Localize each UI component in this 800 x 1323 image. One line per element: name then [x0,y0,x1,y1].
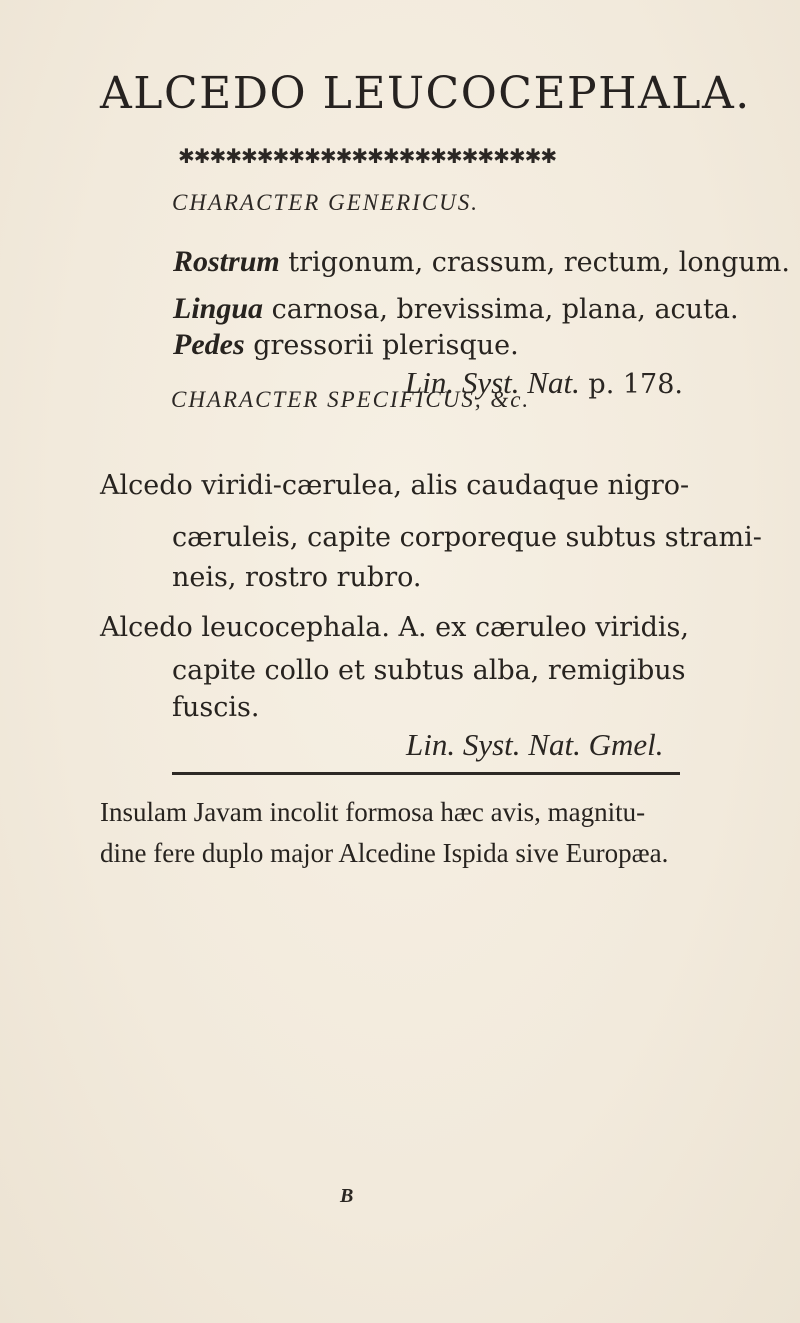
description-2-line-2: capite collo et subtus alba, remigibus [172,655,686,686]
description-2-line-3: fuscis. [172,692,260,723]
rostrum-text: trigonum, crassum, rectum, longum. [279,247,790,278]
signature-mark: B [340,1185,354,1207]
description-1-line-1: Alcedo viridi-cærulea, alis caudaque nigro- [100,470,690,501]
pedes-line [173,328,519,362]
intro-line-1: Insulam Javam incolit formosa hæc avis, magnitu- [100,797,646,827]
lingua-term: Lingua [173,292,264,325]
lingua-line [173,292,739,326]
lingua-text: carnosa, brevissima, plana, acuta. [263,294,739,325]
description-2-line-1: Alcedo leucocephala. A. ex cæruleo viridis, [100,612,689,643]
section-divider [172,772,680,775]
rostrum-line [173,245,790,279]
intro-line-2: dine fere duplo major Alcedine Ispida sive Europæa. [100,838,669,868]
description-1-line-3: neis, rostro rubro. [172,562,422,593]
specific-character-heading: CHARACTER SPECIFICUS, &c. [171,387,531,412]
pedes-text: gressorii plerisque. [244,330,519,361]
generic-character-heading: CHARACTER GENERICUS. [172,190,480,215]
ornament-divider: ✱✱✱✱✱✱✱✱✱✱✱✱✱✱✱✱✱✱✱✱✱✱✱✱ [178,144,557,168]
description-1-line-2: cæruleis, capite corporeque subtus strami- [172,522,762,553]
specific-reference: Lin. Syst. Nat. Gmel. [406,727,664,762]
rostrum-term: Rostrum [173,245,280,278]
generic-reference-source: Lin. Syst. Nat. [405,365,580,400]
pedes-term: Pedes [173,328,245,361]
page-title: ALCEDO LEUCOCEPHALA. [100,68,751,119]
generic-reference-page: p. 178. [579,369,683,400]
